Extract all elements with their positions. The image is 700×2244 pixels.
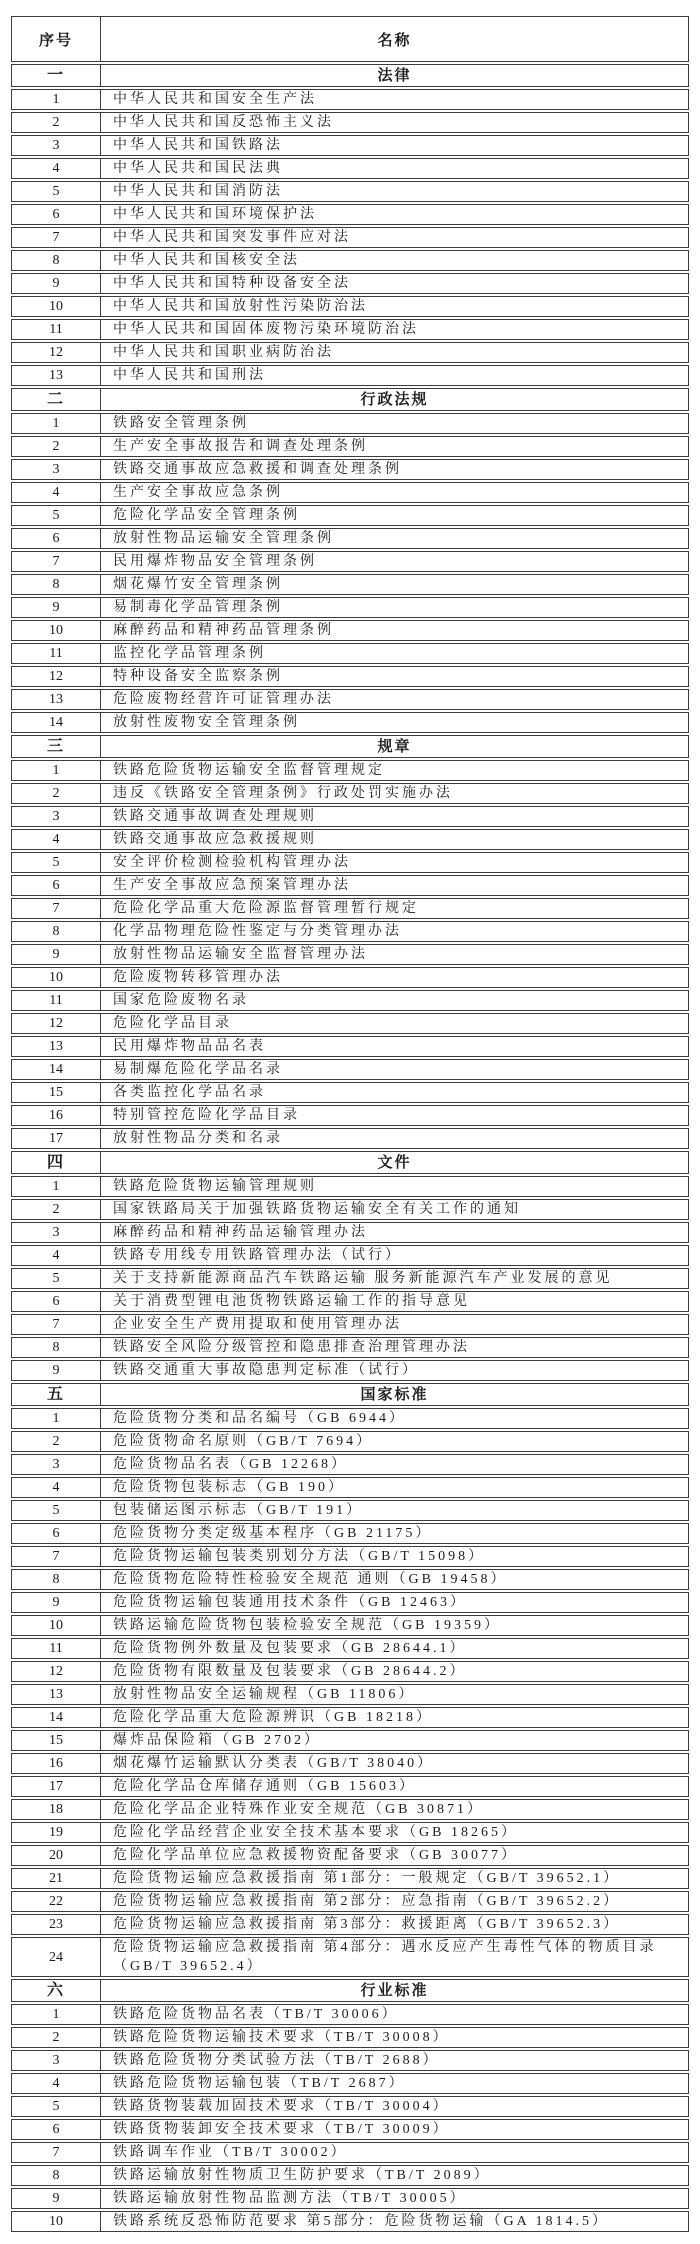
item-row bbox=[11, 944, 689, 965]
section-title-cell: 文件 bbox=[101, 1151, 689, 1174]
item-row bbox=[11, 1546, 689, 1567]
item-name-cell: 中华人民共和国放射性污染防治法 bbox=[101, 296, 689, 317]
item-row bbox=[11, 574, 689, 595]
item-serial-number-cell: 7 bbox=[11, 551, 101, 572]
section-index-cell: 六 bbox=[11, 1979, 101, 2002]
item-name-cell: 放射性物品运输安全管理条例 bbox=[101, 528, 689, 549]
item-name-cell: 危险废物转移管理办法 bbox=[101, 967, 689, 988]
item-row bbox=[11, 1105, 689, 1126]
item-name-cell: 危险化学品企业特殊作业安全规范（GB 30871） bbox=[101, 1799, 689, 1820]
item-serial-number-cell: 4 bbox=[11, 482, 101, 503]
item-serial-number-cell: 1 bbox=[11, 760, 101, 781]
item-name-cell: 中华人民共和国铁路法 bbox=[101, 135, 689, 156]
item-name-cell: 铁路危险货物运输包装（TB/T 2687） bbox=[101, 2073, 689, 2094]
item-serial-number-cell: 6 bbox=[11, 1523, 101, 1544]
item-row bbox=[11, 2096, 689, 2117]
item-serial-number-cell: 5 bbox=[11, 181, 101, 202]
item-serial-number-cell: 2 bbox=[11, 112, 101, 133]
item-serial-number-cell: 13 bbox=[11, 1684, 101, 1705]
item-serial-number-cell: 17 bbox=[11, 1128, 101, 1149]
item-row bbox=[11, 250, 689, 271]
item-row bbox=[11, 1082, 689, 1103]
item-serial-number-cell: 1 bbox=[11, 89, 101, 110]
item-name-cell: 危险货物运输应急救援指南 第1部分：一般规定（GB/T 39652.1） bbox=[101, 1868, 689, 1889]
item-serial-number-cell: 5 bbox=[11, 1500, 101, 1521]
item-serial-number-cell: 18 bbox=[11, 1799, 101, 1820]
item-serial-number-cell: 4 bbox=[11, 829, 101, 850]
item-serial-number-cell: 3 bbox=[11, 459, 101, 480]
item-row bbox=[11, 1245, 689, 1266]
item-row bbox=[11, 2165, 689, 2186]
item-name-cell: 化学品物理危险性鉴定与分类管理办法 bbox=[101, 921, 689, 942]
item-row bbox=[11, 365, 689, 386]
item-row bbox=[11, 1914, 689, 1935]
item-name-cell: 铁路安全风险分级管控和隐患排查治理管理办法 bbox=[101, 1337, 689, 1358]
item-name-cell: 铁路交通事故应急救援和调查处理条例 bbox=[101, 459, 689, 480]
item-row bbox=[11, 990, 689, 1011]
item-serial-number-cell: 9 bbox=[11, 2188, 101, 2209]
item-name-cell: 危险化学品目录 bbox=[101, 1013, 689, 1034]
item-serial-number-cell: 10 bbox=[11, 620, 101, 641]
item-name-cell: 危险货物有限数量及包装要求（GB 28644.2） bbox=[101, 1661, 689, 1682]
item-row bbox=[11, 158, 689, 179]
item-name-cell: 中华人民共和国职业病防治法 bbox=[101, 342, 689, 363]
item-name-cell: 危险货物例外数量及包装要求（GB 28644.1） bbox=[101, 1638, 689, 1659]
item-serial-number-cell: 13 bbox=[11, 365, 101, 386]
item-serial-number-cell: 17 bbox=[11, 1776, 101, 1797]
item-name-cell: 铁路货物装卸安全技术要求（TB/T 30009） bbox=[101, 2119, 689, 2140]
item-row bbox=[11, 2142, 689, 2163]
item-row bbox=[11, 89, 689, 110]
item-serial-number-cell: 14 bbox=[11, 1707, 101, 1728]
item-name-cell: 危险化学品单位应急救援物资配备要求（GB 30077） bbox=[101, 1845, 689, 1866]
section-index-cell: 四 bbox=[11, 1151, 101, 1174]
table-body bbox=[11, 64, 689, 2232]
section-title-cell: 行政法规 bbox=[101, 388, 689, 411]
item-row bbox=[11, 1753, 689, 1774]
item-name-cell: 中华人民共和国突发事件应对法 bbox=[101, 227, 689, 248]
item-name-cell: 铁路危险货物运输技术要求（TB/T 30008） bbox=[101, 2027, 689, 2048]
item-name-cell: 放射性物品运输安全监督管理办法 bbox=[101, 944, 689, 965]
item-serial-number-cell: 13 bbox=[11, 689, 101, 710]
item-name-cell: 铁路交通重大事故隐患判定标准（试行） bbox=[101, 1360, 689, 1381]
item-row bbox=[11, 689, 689, 710]
table-header-row bbox=[11, 16, 689, 62]
item-row bbox=[11, 2188, 689, 2209]
item-serial-number-cell: 2 bbox=[11, 783, 101, 804]
item-row bbox=[11, 1845, 689, 1866]
item-row bbox=[11, 1477, 689, 1498]
item-row bbox=[11, 1431, 689, 1452]
item-serial-number-cell: 4 bbox=[11, 2073, 101, 2094]
item-serial-number-cell: 3 bbox=[11, 1222, 101, 1243]
section-row bbox=[11, 1151, 689, 1174]
item-row bbox=[11, 1569, 689, 1590]
item-serial-number-cell: 6 bbox=[11, 2119, 101, 2140]
item-name-cell: 关于消费型锂电池货物铁路运输工作的指导意见 bbox=[101, 1291, 689, 1312]
item-serial-number-cell: 11 bbox=[11, 990, 101, 1011]
item-name-cell: 危险货物运输包装通用技术条件（GB 12463） bbox=[101, 1592, 689, 1613]
item-row bbox=[11, 1500, 689, 1521]
item-row bbox=[11, 413, 689, 434]
item-name-cell: 危险货物品名表（GB 12268） bbox=[101, 1454, 689, 1475]
item-name-cell: 危险货物包装标志（GB 190） bbox=[101, 1477, 689, 1498]
item-row bbox=[11, 1128, 689, 1149]
item-name-cell: 危险货物分类和品名编号（GB 6944） bbox=[101, 1408, 689, 1429]
item-name-cell: 危险货物运输包装类别划分方法（GB/T 15098） bbox=[101, 1546, 689, 1567]
item-serial-number-cell: 22 bbox=[11, 1891, 101, 1912]
item-row bbox=[11, 1868, 689, 1889]
item-name-cell: 生产安全事故应急预案管理办法 bbox=[101, 875, 689, 896]
item-row bbox=[11, 1222, 689, 1243]
item-serial-number-cell: 8 bbox=[11, 574, 101, 595]
item-serial-number-cell: 2 bbox=[11, 1431, 101, 1452]
section-title-cell: 行业标准 bbox=[101, 1979, 689, 2002]
item-row bbox=[11, 528, 689, 549]
regulations-table bbox=[11, 14, 689, 2234]
item-row bbox=[11, 1799, 689, 1820]
item-row bbox=[11, 1523, 689, 1544]
item-name-cell: 危险货物运输应急救援指南 第3部分：救援距离（GB/T 39652.3） bbox=[101, 1914, 689, 1935]
item-name-cell: 铁路危险货物分类试验方法（TB/T 2688） bbox=[101, 2050, 689, 2071]
item-name-cell: 危险化学品经营企业安全技术基本要求（GB 18265） bbox=[101, 1822, 689, 1843]
item-row bbox=[11, 1891, 689, 1912]
item-name-cell: 麻醉药品和精神药品管理条例 bbox=[101, 620, 689, 641]
item-row bbox=[11, 1822, 689, 1843]
item-name-cell: 铁路危险货物运输管理规则 bbox=[101, 1176, 689, 1197]
item-serial-number-cell: 6 bbox=[11, 528, 101, 549]
item-row bbox=[11, 1454, 689, 1475]
item-serial-number-cell: 3 bbox=[11, 806, 101, 827]
item-row bbox=[11, 898, 689, 919]
item-row bbox=[11, 760, 689, 781]
item-name-cell: 安全评价检测检验机构管理办法 bbox=[101, 852, 689, 873]
item-name-cell: 放射性废物安全管理条例 bbox=[101, 712, 689, 733]
section-row bbox=[11, 1383, 689, 1406]
item-serial-number-cell: 1 bbox=[11, 2004, 101, 2025]
item-name-cell: 中华人民共和国特种设备安全法 bbox=[101, 273, 689, 294]
item-name-cell: 铁路运输放射性物品监测方法（TB/T 30005） bbox=[101, 2188, 689, 2209]
item-row bbox=[11, 852, 689, 873]
item-row bbox=[11, 505, 689, 526]
item-row bbox=[11, 482, 689, 503]
section-index-cell: 五 bbox=[11, 1383, 101, 1406]
item-serial-number-cell: 24 bbox=[11, 1937, 101, 1977]
item-serial-number-cell: 3 bbox=[11, 135, 101, 156]
item-row bbox=[11, 1337, 689, 1358]
item-row bbox=[11, 921, 689, 942]
item-name-cell: 危险货物分类定级基本程序（GB 21175） bbox=[101, 1523, 689, 1544]
item-name-cell: 铁路危险货物运输安全监督管理规定 bbox=[101, 760, 689, 781]
item-name-cell: 铁路运输危险货物包装检验安全规范（GB 19359） bbox=[101, 1615, 689, 1636]
item-row bbox=[11, 1408, 689, 1429]
item-name-cell: 关于支持新能源商品汽车铁路运输 服务新能源汽车产业发展的意见 bbox=[101, 1268, 689, 1289]
item-row bbox=[11, 829, 689, 850]
item-name-cell: 铁路安全管理条例 bbox=[101, 413, 689, 434]
item-name-cell: 危险化学品仓库储存通则（GB 15603） bbox=[101, 1776, 689, 1797]
item-row bbox=[11, 1592, 689, 1613]
item-name-cell: 特别管控危险化学品目录 bbox=[101, 1105, 689, 1126]
section-index-cell: 三 bbox=[11, 735, 101, 758]
item-serial-number-cell: 4 bbox=[11, 1245, 101, 1266]
item-name-cell: 铁路危险货物品名表（TB/T 30006） bbox=[101, 2004, 689, 2025]
item-row bbox=[11, 135, 689, 156]
item-row bbox=[11, 1684, 689, 1705]
item-row bbox=[11, 2119, 689, 2140]
item-name-cell: 中华人民共和国环境保护法 bbox=[101, 204, 689, 225]
item-serial-number-cell: 12 bbox=[11, 1661, 101, 1682]
item-row bbox=[11, 967, 689, 988]
item-name-cell: 危险化学品重大危险源辨识（GB 18218） bbox=[101, 1707, 689, 1728]
item-serial-number-cell: 7 bbox=[11, 898, 101, 919]
item-serial-number-cell: 5 bbox=[11, 852, 101, 873]
item-row bbox=[11, 204, 689, 225]
item-row bbox=[11, 227, 689, 248]
item-serial-number-cell: 7 bbox=[11, 1314, 101, 1335]
section-row bbox=[11, 735, 689, 758]
section-title-cell: 法律 bbox=[101, 64, 689, 87]
item-row bbox=[11, 2073, 689, 2094]
item-row bbox=[11, 1199, 689, 1220]
item-row bbox=[11, 273, 689, 294]
item-serial-number-cell: 21 bbox=[11, 1868, 101, 1889]
item-serial-number-cell: 4 bbox=[11, 158, 101, 179]
item-serial-number-cell: 3 bbox=[11, 1454, 101, 1475]
item-serial-number-cell: 5 bbox=[11, 505, 101, 526]
item-serial-number-cell: 9 bbox=[11, 944, 101, 965]
item-serial-number-cell: 6 bbox=[11, 204, 101, 225]
item-serial-number-cell: 16 bbox=[11, 1753, 101, 1774]
item-name-cell: 危险货物命名原则（GB/T 7694） bbox=[101, 1431, 689, 1452]
item-serial-number-cell: 16 bbox=[11, 1105, 101, 1126]
item-serial-number-cell: 12 bbox=[11, 342, 101, 363]
item-serial-number-cell: 15 bbox=[11, 1730, 101, 1751]
item-serial-number-cell: 1 bbox=[11, 1176, 101, 1197]
item-serial-number-cell: 2 bbox=[11, 1199, 101, 1220]
section-row bbox=[11, 64, 689, 87]
item-serial-number-cell: 9 bbox=[11, 273, 101, 294]
item-name-cell: 铁路系统反恐怖防范要求 第5部分：危险货物运输（GA 1814.5） bbox=[101, 2211, 689, 2232]
item-serial-number-cell: 11 bbox=[11, 643, 101, 664]
item-name-cell: 包装储运图示标志（GB/T 191） bbox=[101, 1500, 689, 1521]
item-row bbox=[11, 1661, 689, 1682]
item-name-cell: 铁路专用线专用铁路管理办法（试行） bbox=[101, 1245, 689, 1266]
item-row bbox=[11, 1013, 689, 1034]
item-name-cell: 铁路调车作业（TB/T 30002） bbox=[101, 2142, 689, 2163]
item-row bbox=[11, 112, 689, 133]
item-name-cell: 铁路货物装载加固技术要求（TB/T 30004） bbox=[101, 2096, 689, 2117]
item-name-cell: 麻醉药品和精神药品运输管理办法 bbox=[101, 1222, 689, 1243]
item-row bbox=[11, 875, 689, 896]
item-serial-number-cell: 1 bbox=[11, 1408, 101, 1429]
item-row bbox=[11, 1707, 689, 1728]
item-serial-number-cell: 2 bbox=[11, 2027, 101, 2048]
item-name-cell: 民用爆炸物品品名表 bbox=[101, 1036, 689, 1057]
item-row bbox=[11, 1638, 689, 1659]
item-serial-number-cell: 7 bbox=[11, 2142, 101, 2163]
item-serial-number-cell: 23 bbox=[11, 1914, 101, 1935]
item-serial-number-cell: 11 bbox=[11, 319, 101, 340]
item-row bbox=[11, 2027, 689, 2048]
item-name-cell: 监控化学品管理条例 bbox=[101, 643, 689, 664]
item-serial-number-cell: 14 bbox=[11, 1059, 101, 1080]
item-name-cell: 易制毒化学品管理条例 bbox=[101, 597, 689, 618]
item-row bbox=[11, 1176, 689, 1197]
item-name-cell: 放射性物品安全运输规程（GB 11806） bbox=[101, 1684, 689, 1705]
item-name-cell: 中华人民共和国反恐怖主义法 bbox=[101, 112, 689, 133]
item-serial-number-cell: 10 bbox=[11, 2211, 101, 2232]
item-row bbox=[11, 1268, 689, 1289]
item-row bbox=[11, 181, 689, 202]
item-name-cell: 危险货物危险特性检验安全规范 通则（GB 19458） bbox=[101, 1569, 689, 1590]
item-row bbox=[11, 436, 689, 457]
section-index-cell: 一 bbox=[11, 64, 101, 87]
item-row bbox=[11, 551, 689, 572]
item-name-cell: 烟花爆竹运输默认分类表（GB/T 38040） bbox=[101, 1753, 689, 1774]
item-row bbox=[11, 2050, 689, 2071]
item-serial-number-cell: 13 bbox=[11, 1036, 101, 1057]
item-serial-number-cell: 9 bbox=[11, 1592, 101, 1613]
item-serial-number-cell: 20 bbox=[11, 1845, 101, 1866]
item-serial-number-cell: 14 bbox=[11, 712, 101, 733]
item-name-cell: 放射性物品分类和名录 bbox=[101, 1128, 689, 1149]
item-serial-number-cell: 5 bbox=[11, 1268, 101, 1289]
item-serial-number-cell: 4 bbox=[11, 1477, 101, 1498]
item-name-cell: 危险化学品重大危险源监督管理暂行规定 bbox=[101, 898, 689, 919]
item-row bbox=[11, 1059, 689, 1080]
item-row bbox=[11, 1615, 689, 1636]
item-serial-number-cell: 7 bbox=[11, 227, 101, 248]
section-row bbox=[11, 1979, 689, 2002]
item-name-cell: 特种设备安全监察条例 bbox=[101, 666, 689, 687]
item-serial-number-cell: 8 bbox=[11, 1337, 101, 1358]
item-row bbox=[11, 2004, 689, 2025]
item-name-cell: 各类监控化学品名录 bbox=[101, 1082, 689, 1103]
item-serial-number-cell: 12 bbox=[11, 666, 101, 687]
item-serial-number-cell: 12 bbox=[11, 1013, 101, 1034]
item-name-cell: 危险货物运输应急救援指南 第4部分：遇水反应产生毒性气体的物质目录（GB/T 39652.4） bbox=[101, 1937, 689, 1977]
section-title-cell: 国家标准 bbox=[101, 1383, 689, 1406]
item-row bbox=[11, 342, 689, 363]
item-row bbox=[11, 620, 689, 641]
item-row bbox=[11, 666, 689, 687]
item-row bbox=[11, 806, 689, 827]
item-serial-number-cell: 11 bbox=[11, 1638, 101, 1659]
item-name-cell: 铁路交通事故调查处理规则 bbox=[101, 806, 689, 827]
item-serial-number-cell: 8 bbox=[11, 250, 101, 271]
item-row bbox=[11, 1036, 689, 1057]
item-serial-number-cell: 10 bbox=[11, 967, 101, 988]
item-name-cell: 中华人民共和国安全生产法 bbox=[101, 89, 689, 110]
item-row bbox=[11, 1291, 689, 1312]
item-serial-number-cell: 19 bbox=[11, 1822, 101, 1843]
section-title-cell: 规章 bbox=[101, 735, 689, 758]
item-serial-number-cell: 6 bbox=[11, 1291, 101, 1312]
item-name-cell: 国家铁路局关于加强铁路货物运输安全有关工作的通知 bbox=[101, 1199, 689, 1220]
item-row bbox=[11, 1937, 689, 1977]
item-serial-number-cell: 3 bbox=[11, 2050, 101, 2071]
item-name-cell: 生产安全事故报告和调查处理条例 bbox=[101, 436, 689, 457]
item-row bbox=[11, 2211, 689, 2232]
item-name-cell: 生产安全事故应急条例 bbox=[101, 482, 689, 503]
item-serial-number-cell: 10 bbox=[11, 296, 101, 317]
item-row bbox=[11, 1314, 689, 1335]
item-row bbox=[11, 319, 689, 340]
item-row bbox=[11, 1730, 689, 1751]
item-name-cell: 中华人民共和国消防法 bbox=[101, 181, 689, 202]
item-name-cell: 铁路运输放射性物质卫生防护要求（TB/T 2089） bbox=[101, 2165, 689, 2186]
item-serial-number-cell: 5 bbox=[11, 2096, 101, 2117]
item-name-cell: 烟花爆竹安全管理条例 bbox=[101, 574, 689, 595]
item-name-cell: 危险废物经营许可证管理办法 bbox=[101, 689, 689, 710]
item-serial-number-cell: 8 bbox=[11, 1569, 101, 1590]
item-row bbox=[11, 712, 689, 733]
item-row bbox=[11, 1360, 689, 1381]
item-row bbox=[11, 783, 689, 804]
item-serial-number-cell: 1 bbox=[11, 413, 101, 434]
item-name-cell: 爆炸品保险箱（GB 2702） bbox=[101, 1730, 689, 1751]
item-name-cell: 民用爆炸物品安全管理条例 bbox=[101, 551, 689, 572]
item-serial-number-cell: 6 bbox=[11, 875, 101, 896]
item-name-cell: 危险化学品安全管理条例 bbox=[101, 505, 689, 526]
item-name-cell: 中华人民共和国核安全法 bbox=[101, 250, 689, 271]
item-row bbox=[11, 459, 689, 480]
item-name-cell: 企业安全生产费用提取和使用管理办法 bbox=[101, 1314, 689, 1335]
item-name-cell: 易制爆危险化学品名录 bbox=[101, 1059, 689, 1080]
item-row bbox=[11, 597, 689, 618]
item-name-cell: 中华人民共和国刑法 bbox=[101, 365, 689, 386]
name-column-header: 名称 bbox=[101, 16, 689, 62]
item-serial-number-cell: 8 bbox=[11, 921, 101, 942]
item-serial-number-cell: 7 bbox=[11, 1546, 101, 1567]
item-name-cell: 铁路交通事故应急救援规则 bbox=[101, 829, 689, 850]
item-serial-number-cell: 8 bbox=[11, 2165, 101, 2186]
item-serial-number-cell: 9 bbox=[11, 597, 101, 618]
item-serial-number-cell: 2 bbox=[11, 436, 101, 457]
item-serial-number-cell: 9 bbox=[11, 1360, 101, 1381]
section-index-cell: 二 bbox=[11, 388, 101, 411]
item-row bbox=[11, 643, 689, 664]
item-row bbox=[11, 1776, 689, 1797]
item-name-cell: 危险货物运输应急救援指南 第2部分：应急指南（GB/T 39652.2） bbox=[101, 1891, 689, 1912]
item-name-cell: 中华人民共和国民法典 bbox=[101, 158, 689, 179]
serial-number-column-header: 序号 bbox=[11, 16, 101, 62]
item-serial-number-cell: 10 bbox=[11, 1615, 101, 1636]
item-name-cell: 中华人民共和国固体废物污染环境防治法 bbox=[101, 319, 689, 340]
item-row bbox=[11, 296, 689, 317]
item-name-cell: 国家危险废物名录 bbox=[101, 990, 689, 1011]
item-serial-number-cell: 15 bbox=[11, 1082, 101, 1103]
section-row bbox=[11, 388, 689, 411]
item-name-cell: 违反《铁路安全管理条例》行政处罚实施办法 bbox=[101, 783, 689, 804]
